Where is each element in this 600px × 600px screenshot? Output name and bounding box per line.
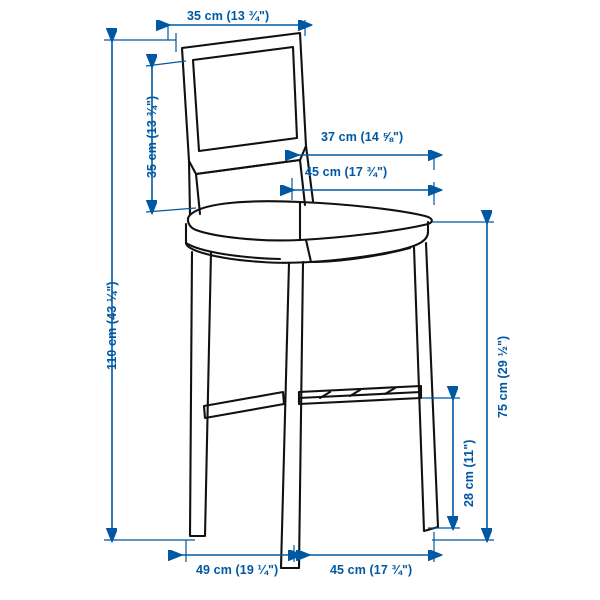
backrest-inner-panel (193, 47, 297, 151)
footrest-bar-left (204, 392, 284, 418)
backrest-lower-rail (196, 160, 300, 174)
back-left-post-inner (196, 174, 200, 214)
footrest-edge-right (299, 392, 421, 398)
seat-top (188, 201, 432, 240)
label-total-height: 110 cm (43 ¼") (105, 281, 119, 370)
front-left-leg (190, 252, 211, 536)
label-seat-height: 75 cm (29 ½") (496, 335, 510, 418)
back-left-post-top (189, 161, 190, 215)
label-backrest-height: 35 cm (13 ¾") (145, 95, 159, 178)
front-center-leg (281, 262, 303, 568)
label-seat-width: 45 cm (17 ¾") (305, 165, 388, 179)
seat-edge-crease (186, 243, 280, 259)
label-footrest-height: 28 cm (11") (462, 439, 476, 507)
label-seat-depth: 37 cm (14 ⅝") (321, 130, 404, 144)
label-base-width: 45 cm (17 ¾") (330, 563, 413, 577)
label-backrest-width: 35 cm (13 ¾") (187, 9, 270, 23)
label-base-depth: 49 cm (19 ¼") (196, 563, 279, 577)
rear-leg-stub (306, 240, 311, 262)
